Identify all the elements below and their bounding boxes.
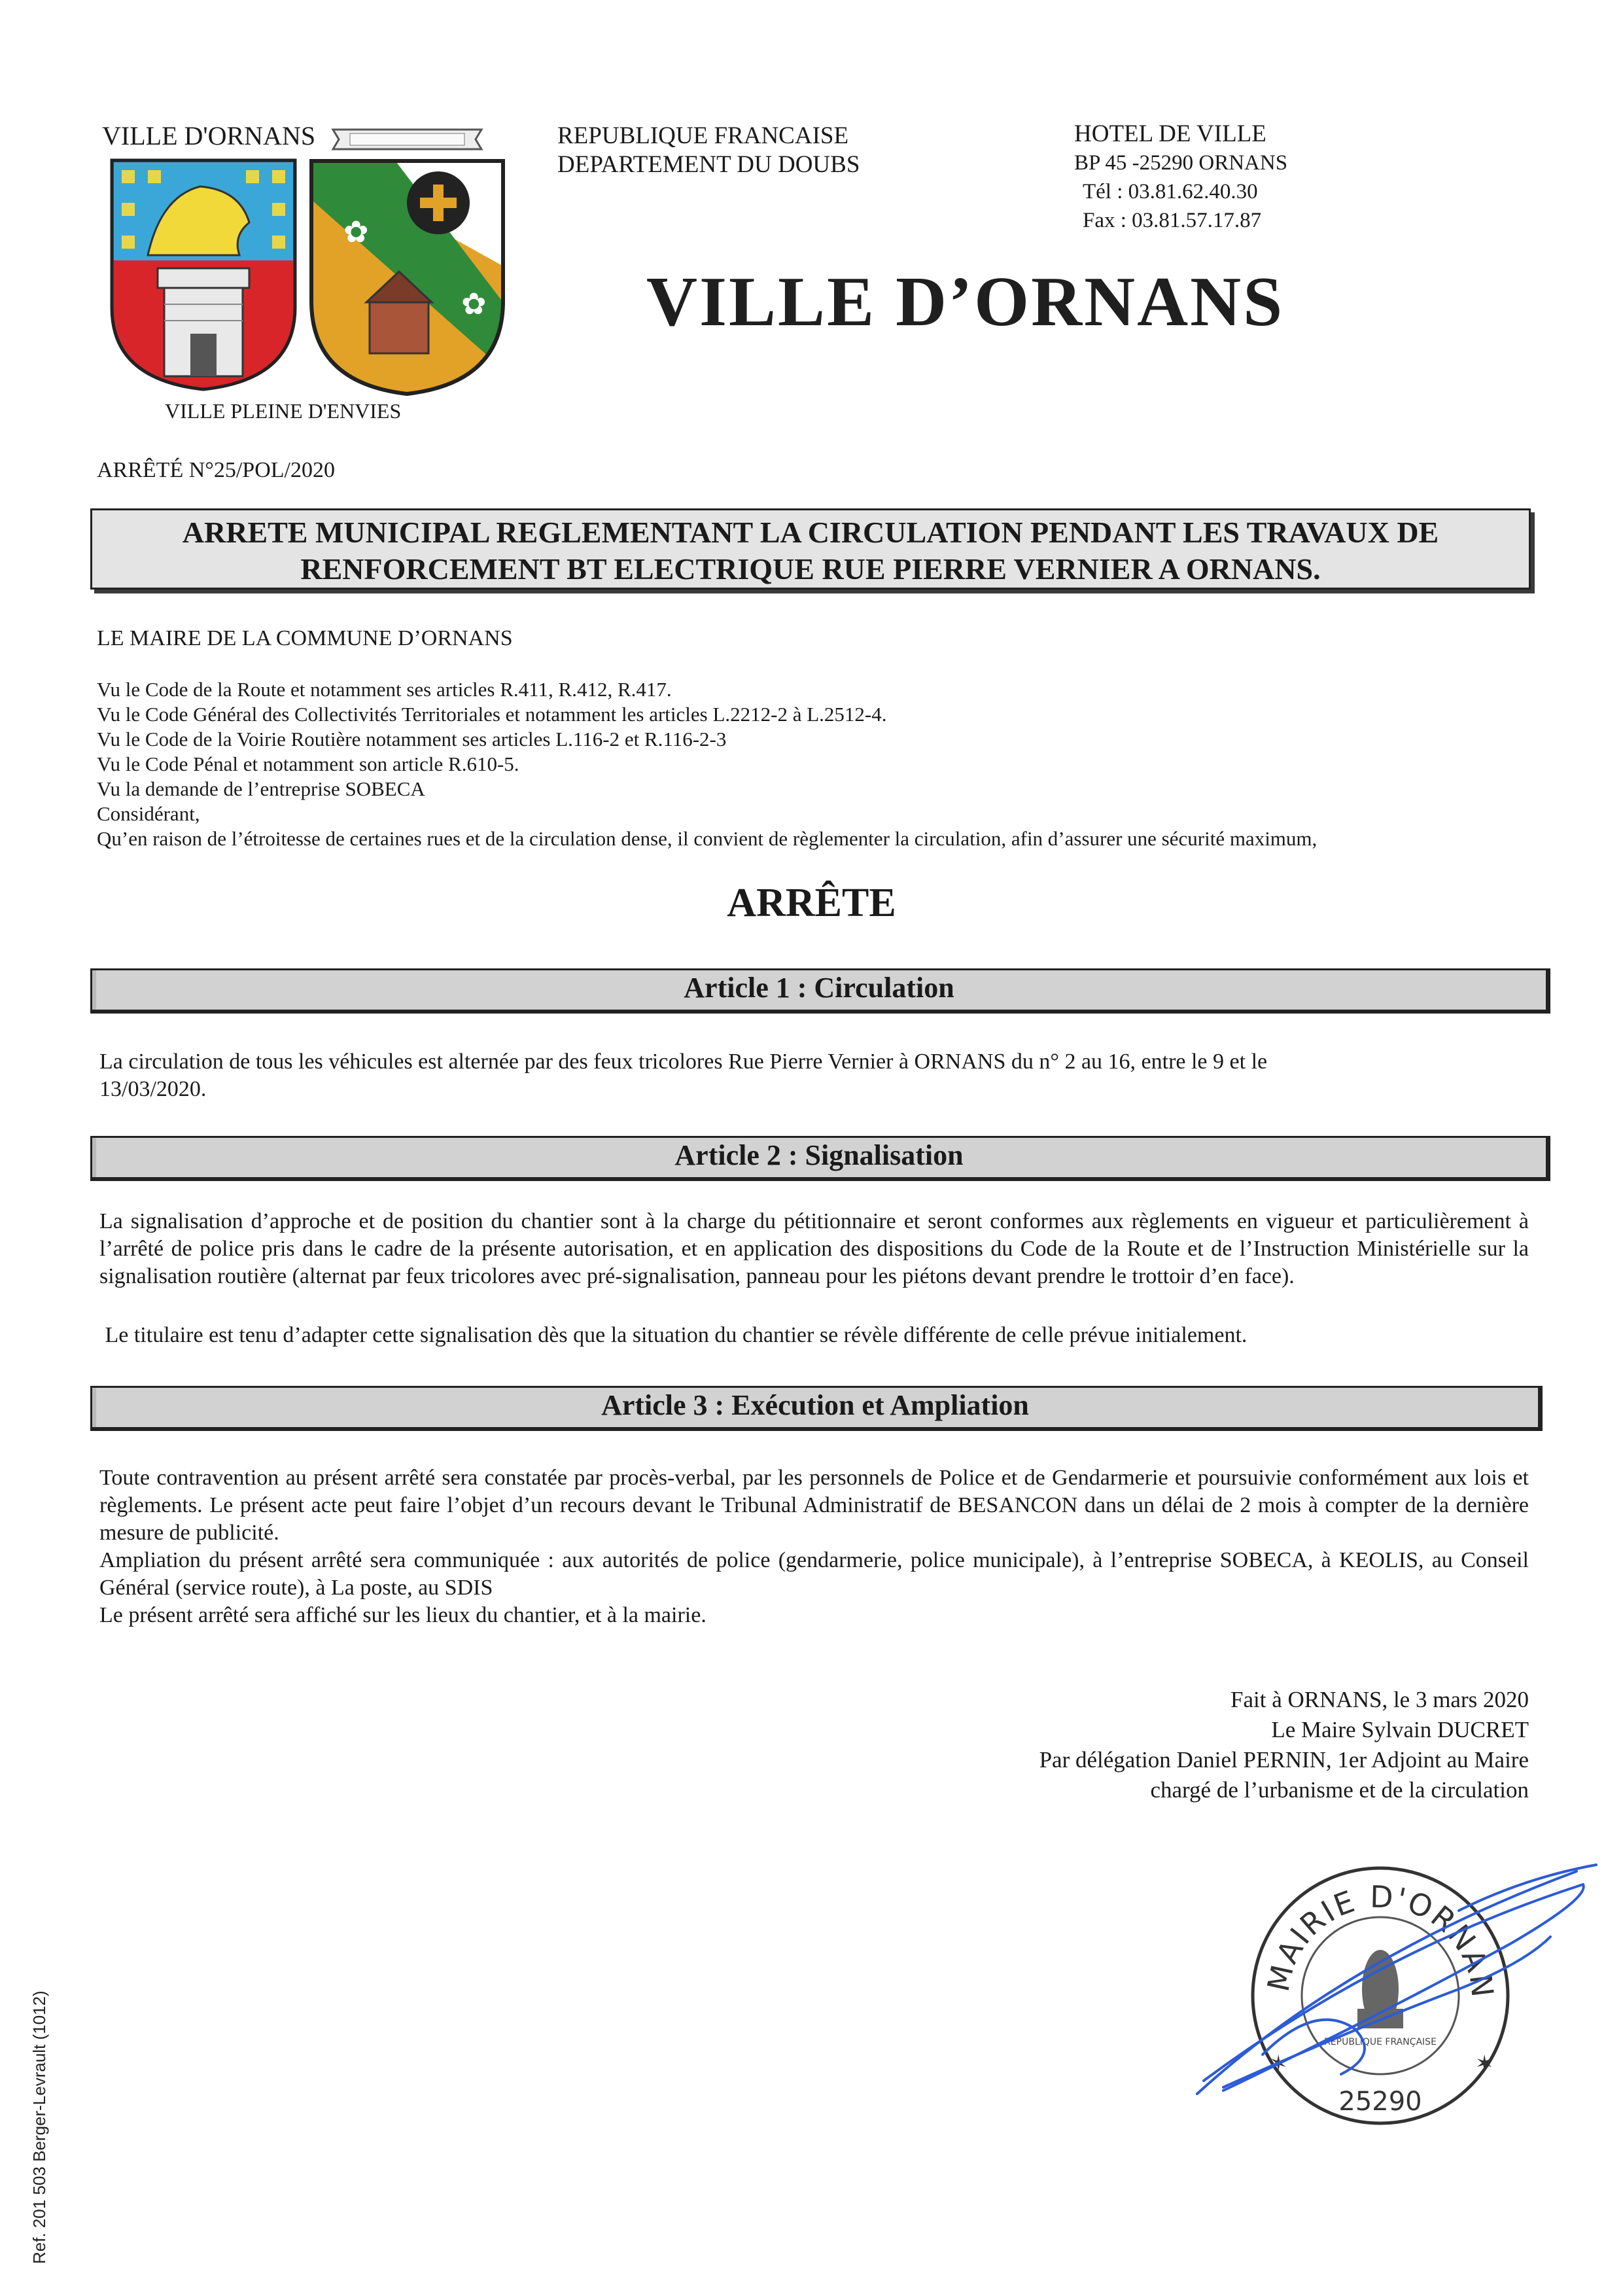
svg-text:✿: ✿ [461, 286, 487, 321]
svg-text:✶: ✶ [1475, 2051, 1494, 2077]
hotel-de-ville-label: HOTEL DE VILLE [1074, 120, 1266, 147]
consideration-line: Vu le Code de la Voirie Routière notamment ses articles L.116-2 et R.116-2-3 [97, 728, 727, 751]
decree-title-line-2: RENFORCEMENT BT ELECTRIQUE RUE PIERRE VERNIER A ORNANS. [300, 552, 1321, 586]
article-2-heading: Article 2 : Signalisation [90, 1136, 1550, 1181]
signature-charge: chargé de l’urbanisme et de la circulation [1150, 1777, 1529, 1803]
handwritten-signature [1184, 1858, 1603, 2107]
stamp-postcode: 25290 [1338, 2087, 1422, 2117]
consideration-line: Considérant, [97, 802, 200, 825]
article-1-heading: Article 1 : Circulation [90, 968, 1550, 1014]
article-2-text: La signalisation d’approche et de position du chantier sont à la charge du pétitionnaire et seront conformes aux règlements en vigueur et particulièrement à l’arrêté de police pris dans le cadre de la présente autorisation, et en application des dispositions du Code de la Route et de l’Instruction Ministérielle sur la signalisation routière (alternat par feux tricolores avec pré-signalisation, panneau pour les piétons devant prendre le trottoir d’en face). [99, 1209, 1529, 1288]
arrete-heading: ARRÊTE [727, 881, 896, 925]
signature-place-date: Fait à ORNANS, le 3 mars 2020 [1230, 1687, 1529, 1712]
banner-scroll [330, 126, 484, 153]
ornans-coat-of-arms [109, 157, 298, 393]
consideration-line: Vu la demande de l’entreprise SOBECA [97, 777, 425, 800]
article-3-text: Toute contravention au présent arrêté sera constatée par procès-verbal, par les personnels de Police et de Gendarmerie et poursuivie conformément aux lois et règlements. Le présent acte peut faire l’objet d’un recours devant le Tribunal Administratif de BESANCON dans un délai de 2 mois à compter de la dernière mesure de publicité. [99, 1466, 1529, 1545]
decree-title-line-1: ARRETE MUNICIPAL REGLEMENTANT LA CIRCULATION PENDANT LES TRAVAUX DE [182, 516, 1439, 549]
form-reference: Ref. 201 503 Berger-Levrault (1012) [29, 1990, 49, 2264]
consideration-line: Vu le Code Général des Collectivités Territoriales et notamment les articles L.2212-2 à L.2512-4. [97, 703, 887, 726]
phone-number: Tél : 03.81.62.40.30 [1083, 180, 1258, 203]
arrete-number: ARRÊTÉ N°25/POL/2020 [97, 458, 335, 482]
city-motto: VILLE PLEINE D'ENVIES [165, 399, 402, 423]
republic-label: REPUBLIQUE FRANCAISE [557, 122, 849, 149]
article-1-text: La circulation de tous les véhicules est alternée par des feux tricolores Rue Pierre Vernier à ORNANS du n° 2 au 16, entre le 9 et le 13/03/2020. [99, 1050, 1268, 1101]
signature-delegation: Par délégation Daniel PERNIN, 1er Adjoint au Maire [1039, 1747, 1529, 1773]
decree-title-box [90, 508, 1531, 590]
considerations-list [97, 677, 1562, 851]
city-label: VILLE D'ORNANS [102, 121, 316, 150]
page-title: VILLE D’ORNANS [646, 263, 1285, 341]
stamp-inner-text: RÉPUBLIQUE FRANÇAISE [1324, 2037, 1437, 2047]
article-3-text: Le présent arrêté sera affiché sur les lieux du chantier, et à la mairie. [99, 1603, 707, 1627]
signature-mayor: Le Maire Sylvain DUCRET [1271, 1717, 1529, 1742]
department-label: DEPARTEMENT DU DOUBS [557, 151, 860, 178]
consideration-line: Vu le Code Pénal et notamment son article R.610-5. [97, 752, 519, 775]
fax-number: Fax : 03.81.57.17.87 [1083, 209, 1262, 232]
svg-text:✿: ✿ [343, 214, 369, 249]
consideration-line: Qu’en raison de l’étroitesse de certaines rues et de la circulation dense, il convient de règlementer la circulation, afin d’assurer une sécurité maximum, [97, 827, 1318, 850]
stamp-top-text: MAIRIE D'ORNAN [1260, 1879, 1501, 2001]
village-coat-of-arms [307, 157, 507, 399]
svg-text:✶: ✶ [1269, 2051, 1288, 2077]
article-3-text: Ampliation du présent arrêté sera communiquée : aux autorités de police (gendarmerie, police municipale), à l’entreprise SOBECA, à KEOLIS, au Conseil Général (service route), à La poste, au SDIS [99, 1548, 1529, 1600]
mayor-heading: LE MAIRE DE LA COMMUNE D’ORNANS [97, 626, 513, 650]
article-2-text: Le titulaire est tenu d’adapter cette signalisation dès que la situation du chantier se révèle différente de celle prévue initialement. [99, 1323, 1248, 1347]
article-3-heading: Article 3 : Exécution et Ampliation [90, 1386, 1543, 1431]
signature-block [785, 1685, 1529, 1805]
postal-box: BP 45 -25290 ORNANS [1074, 151, 1288, 175]
consideration-line: Vu le Code de la Route et notamment ses articles R.411, R.412, R.417. [97, 678, 672, 701]
